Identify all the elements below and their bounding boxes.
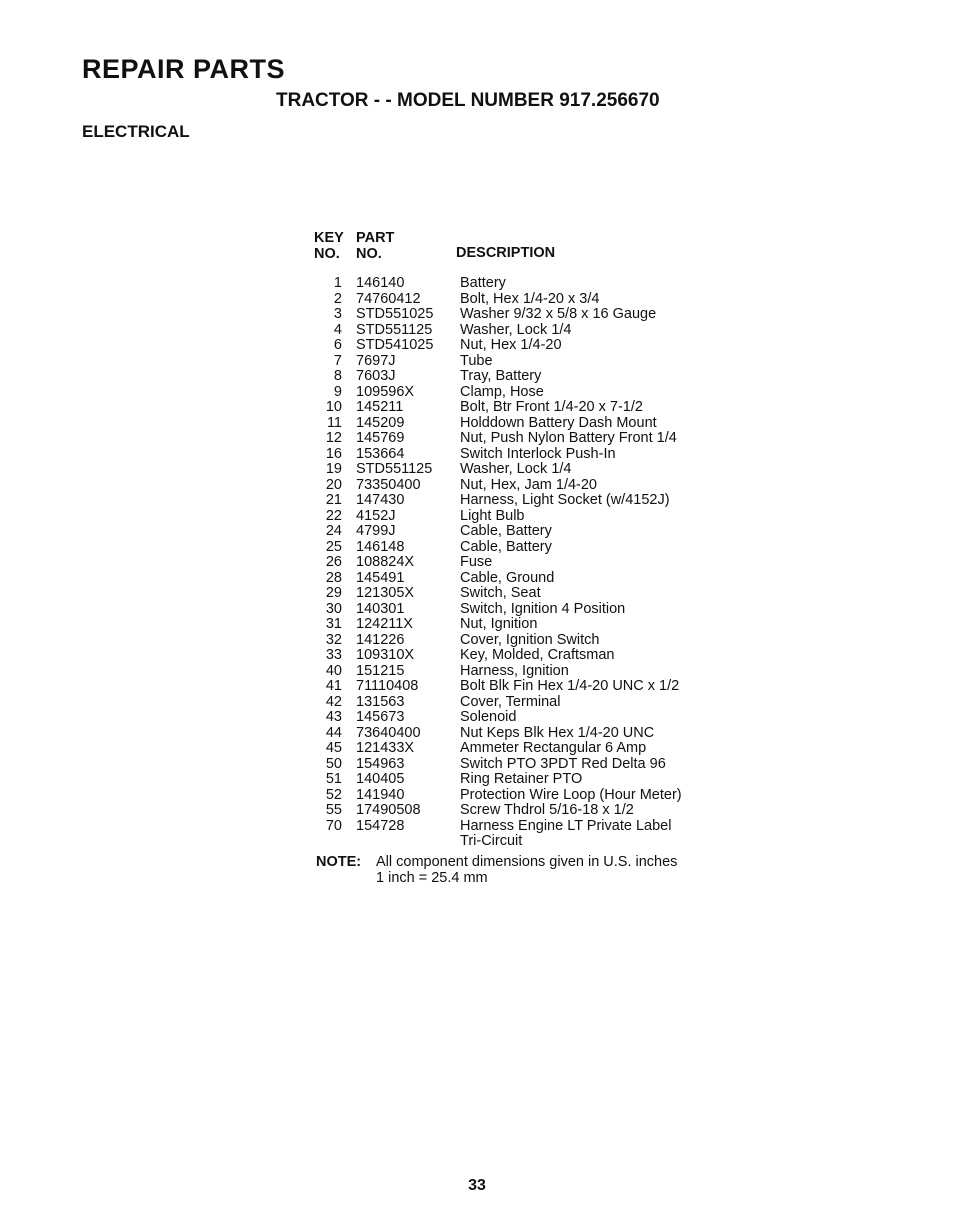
part-description: Switch PTO 3PDT Red Delta 96 bbox=[460, 755, 666, 772]
table-row bbox=[300, 617, 682, 633]
key-number: 3 bbox=[333, 306, 342, 322]
part-description: Harness, Ignition bbox=[460, 662, 569, 679]
key-number: 16 bbox=[325, 445, 342, 462]
part-description: Harness Engine LT Private Label bbox=[460, 817, 672, 834]
key-number: 19 bbox=[325, 461, 342, 477]
table-row bbox=[300, 710, 682, 726]
key-number: 20 bbox=[325, 476, 342, 493]
part-number: 131563 bbox=[356, 693, 405, 710]
table-row bbox=[300, 509, 682, 525]
table-row bbox=[300, 307, 682, 323]
key-number: 45 bbox=[325, 740, 342, 756]
table-row bbox=[300, 648, 682, 664]
column-header-key-line1: KEY bbox=[314, 230, 344, 246]
part-description: Harness, Light Socket (w/4152J) bbox=[460, 492, 670, 508]
key-number: 7 bbox=[333, 352, 342, 369]
part-number: STD551125 bbox=[356, 461, 433, 477]
key-number: 42 bbox=[325, 693, 342, 710]
part-description: Solenoid bbox=[460, 709, 517, 725]
key-number: 55 bbox=[325, 802, 342, 818]
table-row bbox=[300, 431, 682, 447]
key-number: 52 bbox=[325, 786, 342, 803]
key-number: 25 bbox=[325, 538, 342, 555]
table-row bbox=[300, 540, 682, 556]
part-number: 109596X bbox=[356, 383, 415, 400]
key-number: 21 bbox=[325, 492, 342, 508]
table-row bbox=[300, 524, 682, 540]
key-number: 33 bbox=[325, 647, 342, 663]
part-description: Tray, Battery bbox=[460, 368, 542, 384]
column-header-description: DESCRIPTION bbox=[456, 245, 556, 261]
part-number: 141940 bbox=[356, 786, 405, 803]
table-row bbox=[300, 555, 682, 571]
part-number: 74760412 bbox=[356, 290, 421, 307]
key-number: 11 bbox=[326, 414, 342, 431]
column-header-part-line2: NO. bbox=[356, 246, 382, 262]
part-number: 121305X bbox=[356, 585, 415, 601]
part-number: 145673 bbox=[356, 709, 405, 725]
part-number: 73640400 bbox=[356, 724, 421, 741]
part-number: 154728 bbox=[356, 817, 405, 834]
part-description: Nut, Ignition bbox=[460, 616, 538, 632]
key-number: 4 bbox=[333, 321, 342, 338]
part-number: STD551125 bbox=[356, 321, 433, 338]
key-number: 51 bbox=[325, 771, 342, 787]
parts-table-body bbox=[300, 276, 682, 850]
key-number: 6 bbox=[333, 337, 342, 353]
key-number: 26 bbox=[325, 554, 342, 570]
part-description: Nut, Push Nylon Battery Front 1/4 bbox=[460, 430, 677, 446]
column-header-part bbox=[356, 230, 394, 262]
part-description: Holddown Battery Dash Mount bbox=[460, 414, 657, 431]
part-description: Cable, Ground bbox=[460, 569, 555, 586]
part-description: Cable, Battery bbox=[460, 538, 552, 555]
table-row bbox=[300, 416, 682, 432]
part-description: Nut Keps Blk Hex 1/4-20 UNC bbox=[460, 724, 655, 741]
part-number: 151215 bbox=[356, 662, 405, 679]
note-line2: 1 inch = 25.4 mm bbox=[376, 870, 488, 886]
part-number: 17490508 bbox=[356, 802, 421, 818]
part-description: Switch, Seat bbox=[460, 585, 541, 601]
part-description: Cover, Terminal bbox=[460, 693, 561, 710]
part-number: 121433X bbox=[356, 740, 415, 756]
part-number: 71110408 bbox=[356, 678, 419, 694]
table-row bbox=[300, 726, 682, 742]
part-description: Key, Molded, Craftsman bbox=[460, 647, 615, 663]
key-number: 32 bbox=[325, 631, 342, 648]
part-description: Bolt, Hex 1/4-20 x 3/4 bbox=[460, 290, 600, 307]
part-description: Protection Wire Loop (Hour Meter) bbox=[460, 786, 682, 803]
table-row bbox=[300, 385, 682, 401]
table-row bbox=[300, 462, 682, 478]
part-description: Tri-Circuit bbox=[460, 833, 523, 849]
note-line1: All component dimensions given in U.S. inches bbox=[376, 854, 678, 870]
table-row bbox=[300, 834, 682, 850]
table-row bbox=[300, 679, 682, 695]
key-number: 50 bbox=[325, 755, 342, 772]
part-description: Bolt, Btr Front 1/4-20 x 7-1/2 bbox=[460, 399, 643, 415]
note-label: NOTE: bbox=[316, 854, 362, 870]
part-number: 108824X bbox=[356, 554, 415, 570]
note bbox=[316, 854, 677, 886]
part-number: STD551025 bbox=[356, 306, 434, 322]
column-header-part-line1: PART bbox=[356, 230, 395, 246]
part-number: 141226 bbox=[356, 631, 405, 648]
part-description: Ring Retainer PTO bbox=[460, 771, 583, 787]
part-description: Cable, Battery bbox=[460, 523, 552, 539]
part-description: Screw Thdrol 5/16-18 x 1/2 bbox=[460, 802, 634, 818]
key-number: 10 bbox=[325, 399, 342, 415]
part-description: Bolt Blk Fin Hex 1/4-20 UNC x 1/2 bbox=[460, 678, 680, 694]
table-row bbox=[300, 478, 682, 494]
table-row bbox=[300, 323, 682, 339]
table-row bbox=[300, 788, 682, 804]
key-number: 43 bbox=[325, 709, 342, 725]
part-number: 147430 bbox=[356, 492, 405, 508]
part-number: 4799J bbox=[356, 523, 396, 539]
part-description: Switch, Ignition 4 Position bbox=[460, 600, 626, 617]
part-description: Washer, Lock 1/4 bbox=[460, 461, 572, 477]
key-number: 29 bbox=[325, 585, 342, 601]
key-number: 2 bbox=[333, 290, 342, 307]
key-number: 40 bbox=[325, 662, 342, 679]
part-description: Cover, Ignition Switch bbox=[460, 631, 600, 648]
part-number: 145491 bbox=[356, 569, 405, 586]
part-description: Light Bulb bbox=[460, 507, 525, 524]
table-row bbox=[300, 633, 682, 649]
part-number: 124211X bbox=[356, 616, 413, 632]
part-number: 146140 bbox=[356, 275, 405, 291]
key-number: 41 bbox=[325, 678, 342, 694]
part-number: 140301 bbox=[356, 600, 405, 617]
key-number: 1 bbox=[333, 275, 342, 291]
part-number: 7603J bbox=[356, 368, 396, 384]
part-number bbox=[356, 834, 460, 850]
key-number: 30 bbox=[325, 600, 342, 617]
part-description: Tube bbox=[460, 352, 493, 369]
model-subtitle: TRACTOR - - MODEL NUMBER 917.256670 bbox=[276, 90, 660, 111]
part-number: 145209 bbox=[356, 414, 405, 431]
note-line1-row bbox=[316, 854, 677, 870]
part-description: Nut, Hex 1/4-20 bbox=[460, 337, 562, 353]
key-number: 12 bbox=[325, 430, 342, 446]
part-description: Washer, Lock 1/4 bbox=[460, 321, 572, 338]
part-number: 4152J bbox=[356, 507, 396, 524]
part-number: STD541025 bbox=[356, 337, 434, 353]
key-number: 24 bbox=[325, 523, 342, 539]
part-number: 73350400 bbox=[356, 476, 421, 493]
table-row bbox=[300, 276, 682, 292]
part-description: Fuse bbox=[460, 554, 493, 570]
part-description: Ammeter Rectangular 6 Amp bbox=[460, 740, 647, 756]
table-row bbox=[300, 338, 682, 354]
table-row bbox=[300, 447, 682, 463]
table-row bbox=[300, 819, 682, 835]
key-number: 31 bbox=[325, 616, 342, 632]
table-row bbox=[300, 772, 682, 788]
table-row bbox=[300, 292, 682, 308]
table-row bbox=[300, 741, 682, 757]
part-number: 146148 bbox=[356, 538, 405, 555]
key-number: 22 bbox=[325, 507, 342, 524]
part-description: Washer 9/32 x 5/8 x 16 Gauge bbox=[460, 306, 657, 322]
table-row bbox=[300, 354, 682, 370]
part-number: 153664 bbox=[356, 445, 405, 462]
column-header-key-line2: NO. bbox=[314, 246, 340, 262]
part-number: 7697J bbox=[356, 352, 396, 369]
table-row bbox=[300, 695, 682, 711]
part-number: 109310X bbox=[356, 647, 415, 663]
table-row bbox=[300, 602, 682, 618]
key-number: 9 bbox=[333, 383, 342, 400]
table-row bbox=[300, 493, 682, 509]
table-row bbox=[300, 803, 682, 819]
key-number bbox=[300, 834, 356, 850]
part-description: Clamp, Hose bbox=[460, 383, 544, 400]
part-number: 145211 bbox=[356, 399, 404, 415]
parts-table bbox=[300, 276, 682, 850]
part-description: Switch Interlock Push-In bbox=[460, 445, 616, 462]
key-number: 70 bbox=[325, 817, 342, 834]
page-number: 33 bbox=[468, 1177, 486, 1194]
section-title: ELECTRICAL bbox=[82, 122, 190, 141]
part-description: Nut, Hex, Jam 1/4-20 bbox=[460, 476, 597, 493]
column-header-key bbox=[314, 230, 344, 262]
key-number: 44 bbox=[325, 724, 342, 741]
part-number: 145769 bbox=[356, 430, 405, 446]
table-row bbox=[300, 571, 682, 587]
part-number: 154963 bbox=[356, 755, 405, 772]
key-number: 8 bbox=[333, 368, 342, 384]
table-row bbox=[300, 400, 682, 416]
table-row bbox=[300, 586, 682, 602]
key-number: 28 bbox=[325, 569, 342, 586]
table-row bbox=[300, 664, 682, 680]
page-title: REPAIR PARTS bbox=[82, 54, 286, 84]
table-row bbox=[300, 757, 682, 773]
part-number: 140405 bbox=[356, 771, 405, 787]
table-row bbox=[300, 369, 682, 385]
part-description: Battery bbox=[460, 275, 506, 291]
